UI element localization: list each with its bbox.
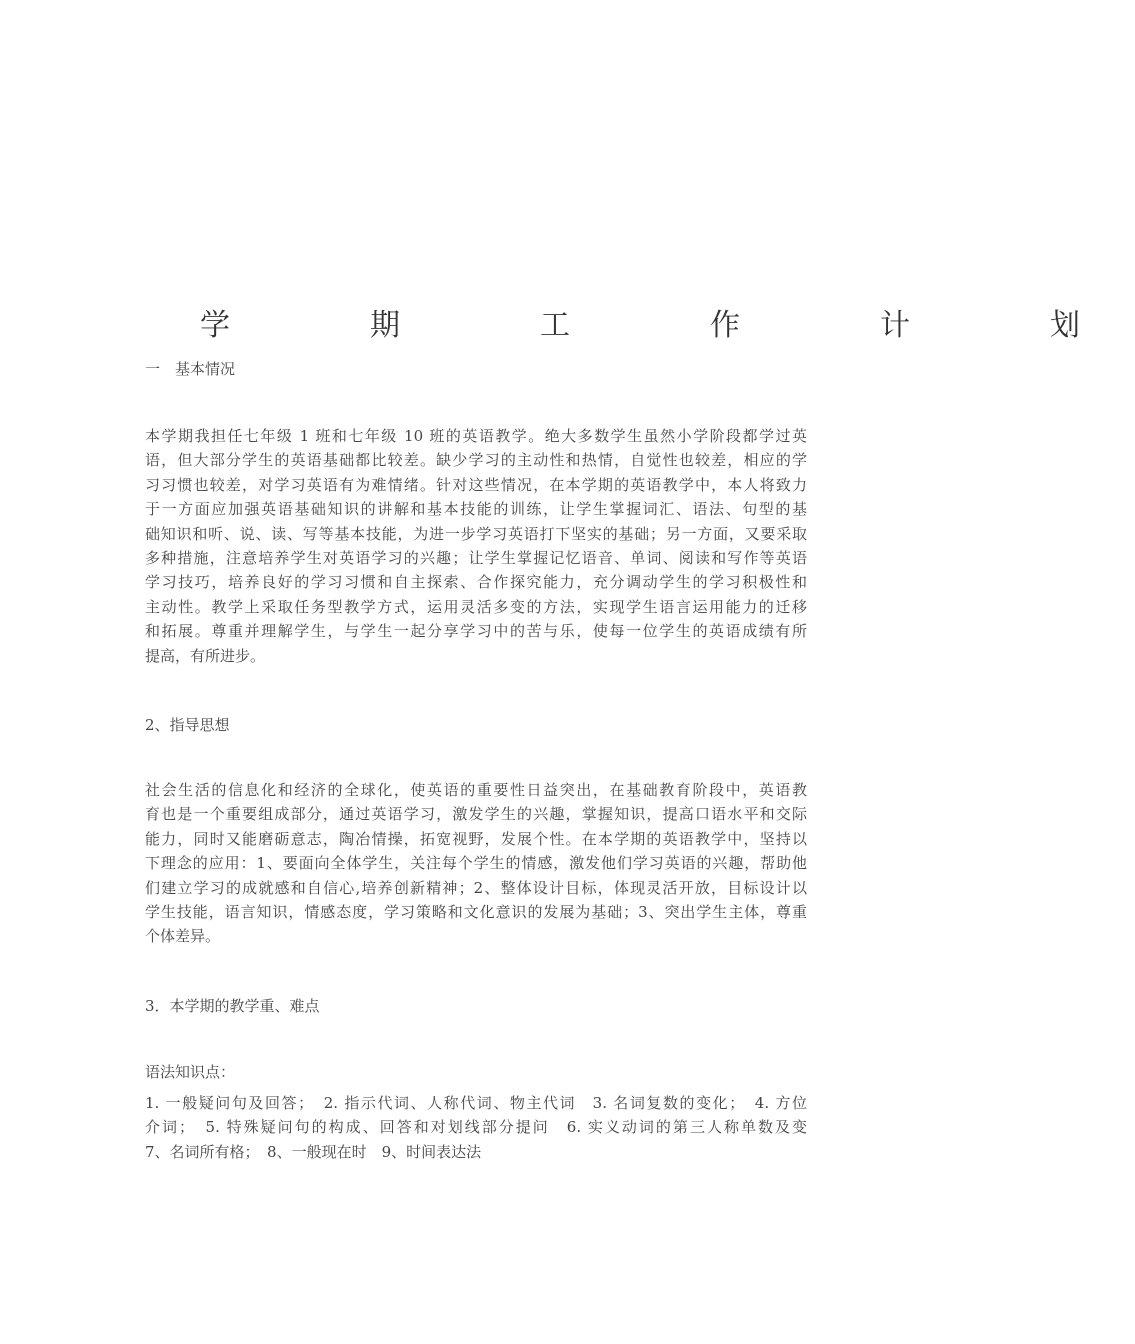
section-1-heading: 一 基本情况 (145, 360, 236, 378)
paragraph-line: 提高，有所进步。 (145, 646, 266, 665)
paragraph-line: 们建立学习的成就感和自信心,培养创新精神；2、整体设计目标，体现灵活开放，目标设计以 (145, 878, 807, 897)
paragraph-line: 个体差异。 (145, 927, 221, 946)
grammar-points-list (145, 1091, 807, 1164)
document-title: 学 期 工 作 计 划 (200, 308, 1135, 343)
grammar-points-label: 语法知识点： (145, 1063, 236, 1081)
paragraph-line: 习习惯也较差，对学习英语有为难情绪。针对这些情况，在本学期的英语教学中，本人将致力 (145, 475, 807, 494)
section-1-paragraph (145, 424, 807, 668)
paragraph-line: 本学期我担任七年级 1 班和七年级 10 班的英语教学。绝大多数学生虽然小学阶段都学过英 (145, 427, 807, 445)
paragraph-line: 于一方面应加强英语基础知识的讲解和基本技能的训练，让学生掌握词汇、语法、句型的基 (145, 500, 807, 519)
paragraph-line: 语，但大部分学生的英语基础都比较差。缺少学习的主动性和热情，自觉性也较差，相应的学 (145, 451, 807, 470)
paragraph-line: 学生技能，语言知识，情感态度，学习策略和文化意识的发展为基础；3、突出学生主体，尊重 (145, 903, 807, 922)
paragraph-line: 多种措施，注意培养学生对英语学习的兴趣；让学生掌握记忆语音、单词、阅读和写作等英语 (145, 549, 807, 568)
section-3-heading: 3．本学期的教学重、难点 (145, 997, 320, 1015)
paragraph-line: 育也是一个重要组成部分，通过英语学习，激发学生的兴趣，掌握知识，提高口语水平和交际 (145, 805, 807, 824)
list-line: 7、名词所有格； 8、一般现在时 9、时间表达法 (145, 1142, 482, 1161)
paragraph-line: 主动性。教学上采取任务型教学方式，运用灵活多变的方法，实现学生语言运用能力的迁移 (145, 597, 807, 616)
paragraph-line: 社会生活的信息化和经济的全球化，使英语的重要性日益突出，在基础教育阶段中，英语教 (145, 781, 807, 799)
paragraph-line: 和拓展。尊重并理解学生，与学生一起分享学习中的苦与乐，使每一位学生的英语成绩有所 (145, 622, 807, 641)
section-2-heading: 2、指导思想 (145, 716, 230, 734)
paragraph-line: 能力，同时又能磨砺意志，陶冶情操，拓宽视野，发展个性。在本学期的英语教学中，坚持以 (145, 829, 807, 848)
list-line: 介词； 5. 特殊疑问句的构成、回答和对划线部分提问 6. 实义动词的第三人称单数及变 (145, 1118, 807, 1137)
section-2-paragraph (145, 778, 807, 949)
paragraph-line: 下理念的应用：1、要面向全体学生，关注每个学生的情感，激发他们学习英语的兴趣，帮助他 (145, 854, 807, 873)
list-line: 1. 一般疑问句及回答； 2. 指示代词、人称代词、物主代词 3. 名词复数的变化； 4. 方位 (145, 1094, 807, 1112)
paragraph-line: 学习技巧，培养良好的学习习惯和自主探索、合作探究能力，充分调动学生的学习积极性和 (145, 573, 807, 592)
paragraph-line: 础知识和听、说、读、写等基本技能，为进一步学习英语打下坚实的基础；另一方面，又要采取 (145, 524, 807, 543)
